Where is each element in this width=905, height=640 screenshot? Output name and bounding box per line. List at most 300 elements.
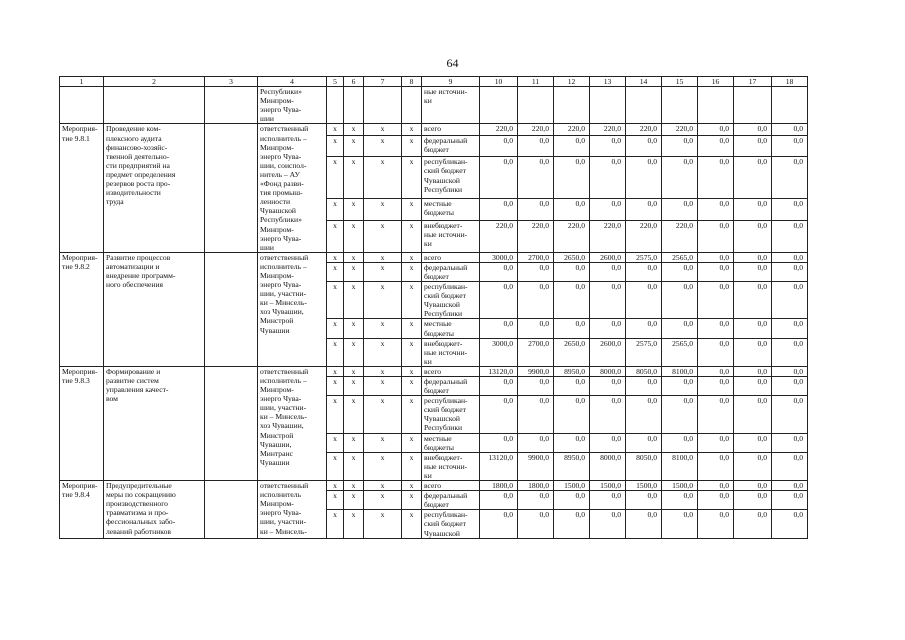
value-cell: 0,0 [772, 262, 808, 281]
continuation-row [60, 87, 808, 124]
value-cell: 0,0 [734, 262, 772, 281]
funding-source-cell: республикан- ский бюджет Чувашской Республики [422, 282, 480, 319]
mark-cell: х [364, 135, 402, 157]
value-cell: 0,0 [662, 319, 698, 338]
mark-cell: х [344, 396, 364, 433]
activity-id-cell: Мероприя- тие 9.8.4 [60, 481, 104, 539]
value-cell: 0,0 [772, 220, 808, 252]
mark-cell: х [327, 220, 344, 252]
value-cell: 2700,0 [518, 252, 554, 262]
column-3-cell [205, 124, 258, 252]
value-cell: 0,0 [480, 491, 518, 510]
mark-cell [344, 87, 364, 124]
value-cell: 0,0 [590, 135, 626, 157]
page-number: 64 [446, 56, 459, 70]
column-number: 6 [344, 77, 364, 87]
value-cell: 9900,0 [518, 366, 554, 376]
value-cell: 0,0 [698, 510, 734, 538]
value-cell: 0,0 [554, 510, 590, 538]
value-cell: 0,0 [698, 124, 734, 135]
value-cell: 3000,0 [480, 252, 518, 262]
value-cell: 0,0 [662, 199, 698, 221]
value-cell: 0,0 [518, 319, 554, 338]
value-cell: 0,0 [698, 366, 734, 376]
value-cell: 1800,0 [518, 481, 554, 491]
mark-cell: х [402, 319, 422, 338]
value-cell: 0,0 [554, 262, 590, 281]
mark-cell: х [364, 199, 402, 221]
column-number: 14 [626, 77, 662, 87]
value-cell: 0,0 [480, 282, 518, 319]
value-cell: 220,0 [662, 220, 698, 252]
value-cell: 0,0 [518, 135, 554, 157]
value-cell: 2565,0 [662, 338, 698, 366]
value-cell: 0,0 [734, 510, 772, 538]
value-cell: 0,0 [626, 433, 662, 452]
value-cell: 0,0 [662, 396, 698, 433]
value-cell: 2575,0 [626, 338, 662, 366]
value-cell: 0,0 [480, 135, 518, 157]
value-cell: 8050,0 [626, 366, 662, 376]
value-cell: 0,0 [734, 252, 772, 262]
value-cell: 0,0 [662, 135, 698, 157]
value-cell: 0,0 [698, 481, 734, 491]
mark-cell: х [402, 481, 422, 491]
mark-cell [402, 87, 422, 124]
mark-cell: х [344, 319, 364, 338]
value-cell: 0,0 [662, 262, 698, 281]
value-cell: 0,0 [698, 157, 734, 199]
value-cell: 0,0 [772, 135, 808, 157]
column-3-cell [205, 481, 258, 539]
value-cell [772, 87, 808, 124]
value-cell: 0,0 [698, 452, 734, 480]
value-cell: 220,0 [626, 124, 662, 135]
mark-cell: х [364, 396, 402, 433]
column-number: 15 [662, 77, 698, 87]
value-cell: 0,0 [772, 124, 808, 135]
value-cell: 0,0 [662, 377, 698, 396]
value-cell: 0,0 [518, 377, 554, 396]
value-cell: 0,0 [518, 433, 554, 452]
value-cell: 0,0 [734, 377, 772, 396]
value-cell: 0,0 [734, 319, 772, 338]
column-number: 11 [518, 77, 554, 87]
funding-source-cell: местные бюджеты [422, 433, 480, 452]
mark-cell: х [344, 433, 364, 452]
mark-cell: х [364, 319, 402, 338]
funding-source-cell: местные бюджеты [422, 319, 480, 338]
executor-cell: ответственный исполнитель – Минпром- энерго Чува- шии, соиспол- нитель – АУ «Фонд разви- тия промыш- ленности Чувашской Республики» Минпром- энерго Чува- шии [258, 124, 327, 252]
value-cell: 0,0 [626, 377, 662, 396]
value-cell: 0,0 [698, 491, 734, 510]
value-cell: 0,0 [626, 319, 662, 338]
column-number: 2 [104, 77, 205, 87]
value-cell: 8950,0 [554, 452, 590, 480]
mark-cell: х [327, 282, 344, 319]
mark-cell: х [344, 452, 364, 480]
value-cell: 0,0 [698, 220, 734, 252]
value-cell: 0,0 [626, 510, 662, 538]
value-cell: 8950,0 [554, 366, 590, 376]
mark-cell: х [327, 491, 344, 510]
value-cell: 0,0 [626, 157, 662, 199]
mark-cell: х [364, 377, 402, 396]
mark-cell: х [327, 433, 344, 452]
value-cell: 0,0 [590, 282, 626, 319]
value-cell: 220,0 [554, 220, 590, 252]
column-3-cell [205, 366, 258, 480]
column-3-cell [205, 252, 258, 366]
value-cell: 220,0 [518, 124, 554, 135]
mark-cell: х [344, 252, 364, 262]
value-cell: 0,0 [480, 157, 518, 199]
value-cell: 0,0 [698, 282, 734, 319]
funding-source-cell: ные источни- ки [422, 87, 480, 124]
executor-cell: Республики» Минпром- энерго Чува- шии [258, 87, 327, 124]
value-cell: 0,0 [772, 481, 808, 491]
funding-source-cell: федеральный бюджет [422, 377, 480, 396]
value-cell: 0,0 [662, 510, 698, 538]
value-cell: 0,0 [590, 262, 626, 281]
funding-source-cell: всего [422, 366, 480, 376]
value-cell: 0,0 [698, 135, 734, 157]
funding-source-cell: всего [422, 124, 480, 135]
value-cell: 0,0 [590, 491, 626, 510]
value-cell [480, 87, 518, 124]
value-cell: 0,0 [662, 282, 698, 319]
column-number: 18 [772, 77, 808, 87]
mark-cell: х [344, 262, 364, 281]
executor-cell: ответственный исполнитель – Минпром- энерго Чува- шии, участни- ки – Минсель- хоз Чувашии, Минстрой Чувашии [258, 252, 327, 366]
value-cell: 0,0 [626, 262, 662, 281]
mark-cell: х [402, 377, 422, 396]
value-cell: 0,0 [662, 433, 698, 452]
mark-cell: х [364, 481, 402, 491]
mark-cell: х [327, 396, 344, 433]
activity-id-cell: Мероприя- тие 9.8.3 [60, 366, 104, 480]
value-cell: 220,0 [590, 124, 626, 135]
mark-cell: х [327, 157, 344, 199]
value-cell: 0,0 [734, 157, 772, 199]
mark-cell: х [344, 124, 364, 135]
executor-cell: ответственный исполнитель Минпром- энерго Чува- шии, участни- ки – Минсель- [258, 481, 327, 539]
value-cell: 0,0 [698, 319, 734, 338]
value-cell: 1800,0 [480, 481, 518, 491]
funding-source-cell: республикан- ский бюджет Чувашской Республики [422, 157, 480, 199]
mark-cell: х [344, 510, 364, 538]
value-cell: 0,0 [590, 510, 626, 538]
mark-cell: х [364, 124, 402, 135]
value-cell: 0,0 [518, 157, 554, 199]
mark-cell: х [364, 338, 402, 366]
value-cell: 220,0 [480, 220, 518, 252]
mark-cell: х [402, 433, 422, 452]
value-cell: 2700,0 [518, 338, 554, 366]
value-cell: 0,0 [772, 433, 808, 452]
value-cell [734, 87, 772, 124]
funding-source-cell: республикан- ский бюджет Чувашской [422, 510, 480, 538]
mark-cell: х [364, 510, 402, 538]
value-cell: 0,0 [662, 491, 698, 510]
value-cell: 0,0 [554, 319, 590, 338]
value-cell: 0,0 [480, 199, 518, 221]
value-cell: 0,0 [734, 396, 772, 433]
value-cell: 0,0 [698, 199, 734, 221]
value-cell: 220,0 [480, 124, 518, 135]
mark-cell: х [364, 491, 402, 510]
value-cell: 0,0 [518, 262, 554, 281]
mark-cell: х [402, 157, 422, 199]
value-cell: 0,0 [772, 452, 808, 480]
mark-cell: х [402, 510, 422, 538]
value-cell: 220,0 [554, 124, 590, 135]
mark-cell: х [344, 199, 364, 221]
mark-cell: х [344, 481, 364, 491]
mark-cell [327, 87, 344, 124]
executor-cell: ответственный исполнитель – Минпром- энерго Чува- шии, участни- ки – Минсель- хоз Чувашии, Минстрой Чувашии, Минтранс Чувашии [258, 366, 327, 480]
value-cell: 0,0 [554, 157, 590, 199]
value-cell: 1500,0 [662, 481, 698, 491]
value-cell: 0,0 [734, 135, 772, 157]
mark-cell: х [402, 491, 422, 510]
mark-cell: х [364, 282, 402, 319]
mark-cell: х [344, 491, 364, 510]
value-cell: 0,0 [554, 433, 590, 452]
column-number: 17 [734, 77, 772, 87]
value-cell: 0,0 [698, 396, 734, 433]
funding-source-cell: всего [422, 252, 480, 262]
mark-cell: х [364, 157, 402, 199]
column-number: 5 [327, 77, 344, 87]
activity-title-cell [104, 87, 205, 124]
value-cell: 0,0 [734, 481, 772, 491]
mark-cell: х [327, 252, 344, 262]
activity-title-cell: Развитие процессов автоматизации и внедрение программ- ного обеспечения [104, 252, 205, 366]
mark-cell: х [402, 135, 422, 157]
value-cell [626, 87, 662, 124]
activity-id-cell: Мероприя- тие 9.8.2 [60, 252, 104, 366]
value-cell: 0,0 [772, 338, 808, 366]
value-cell: 0,0 [626, 135, 662, 157]
value-cell: 13120,0 [480, 366, 518, 376]
column-number: 16 [698, 77, 734, 87]
value-cell: 220,0 [662, 124, 698, 135]
value-cell: 0,0 [590, 319, 626, 338]
mark-cell: х [344, 135, 364, 157]
value-cell: 0,0 [518, 491, 554, 510]
column-number-row [60, 77, 808, 87]
value-cell: 0,0 [480, 510, 518, 538]
value-cell: 2600,0 [590, 338, 626, 366]
mark-cell: х [402, 220, 422, 252]
mark-cell: х [402, 262, 422, 281]
value-cell: 0,0 [554, 199, 590, 221]
mark-cell: х [327, 199, 344, 221]
value-cell: 13120,0 [480, 452, 518, 480]
mark-cell: х [327, 124, 344, 135]
value-cell: 0,0 [772, 252, 808, 262]
value-cell: 0,0 [626, 396, 662, 433]
value-cell: 0,0 [590, 433, 626, 452]
value-cell: 0,0 [590, 396, 626, 433]
value-cell: 0,0 [480, 433, 518, 452]
mark-cell: х [402, 252, 422, 262]
mark-cell: х [364, 220, 402, 252]
value-cell: 2575,0 [626, 252, 662, 262]
value-cell: 0,0 [554, 396, 590, 433]
value-cell: 0,0 [698, 252, 734, 262]
funding-source-cell: всего [422, 481, 480, 491]
value-cell [662, 87, 698, 124]
value-cell: 0,0 [480, 319, 518, 338]
value-cell: 0,0 [772, 491, 808, 510]
column-number: 7 [364, 77, 402, 87]
funding-source-cell: внебюджет- ные источни- ки [422, 338, 480, 366]
mark-cell: х [344, 377, 364, 396]
mark-cell: х [402, 396, 422, 433]
mark-cell: х [344, 157, 364, 199]
value-cell: 1500,0 [590, 481, 626, 491]
value-cell: 0,0 [698, 377, 734, 396]
value-cell: 0,0 [734, 220, 772, 252]
value-cell: 0,0 [590, 157, 626, 199]
value-cell: 0,0 [698, 262, 734, 281]
mark-cell: х [402, 366, 422, 376]
funding-source-cell: федеральный бюджет [422, 135, 480, 157]
mark-cell: х [327, 135, 344, 157]
value-cell: 0,0 [590, 199, 626, 221]
value-cell: 1500,0 [626, 481, 662, 491]
value-cell: 8000,0 [590, 452, 626, 480]
funding-source-cell: внебюджет- ные источни- ки [422, 220, 480, 252]
mark-cell: х [327, 510, 344, 538]
mark-cell: х [402, 282, 422, 319]
value-cell: 0,0 [480, 377, 518, 396]
value-cell: 220,0 [626, 220, 662, 252]
value-cell [590, 87, 626, 124]
value-cell: 0,0 [772, 377, 808, 396]
table-row [60, 124, 808, 135]
value-cell: 0,0 [772, 282, 808, 319]
table-row [60, 366, 808, 376]
mark-cell: х [344, 282, 364, 319]
value-cell: 8100,0 [662, 452, 698, 480]
table-row [60, 252, 808, 262]
value-cell: 0,0 [698, 433, 734, 452]
mark-cell: х [364, 433, 402, 452]
value-cell: 0,0 [772, 396, 808, 433]
value-cell: 9900,0 [518, 452, 554, 480]
mark-cell: х [344, 220, 364, 252]
value-cell: 2650,0 [554, 252, 590, 262]
value-cell: 0,0 [480, 396, 518, 433]
value-cell: 0,0 [734, 452, 772, 480]
value-cell: 0,0 [698, 338, 734, 366]
mark-cell: х [327, 481, 344, 491]
value-cell: 220,0 [518, 220, 554, 252]
activity-id-cell [60, 87, 104, 124]
column-number: 3 [205, 77, 258, 87]
funding-source-cell: местные бюджеты [422, 199, 480, 221]
column-number: 12 [554, 77, 590, 87]
column-number: 10 [480, 77, 518, 87]
mark-cell: х [364, 252, 402, 262]
column-3-cell [205, 87, 258, 124]
column-number: 4 [258, 77, 327, 87]
value-cell: 0,0 [734, 433, 772, 452]
value-cell: 0,0 [590, 377, 626, 396]
mark-cell: х [364, 366, 402, 376]
value-cell: 0,0 [626, 491, 662, 510]
table-row [60, 481, 808, 491]
value-cell: 0,0 [734, 366, 772, 376]
mark-cell: х [402, 199, 422, 221]
value-cell: 0,0 [554, 377, 590, 396]
mark-cell: х [327, 452, 344, 480]
value-cell: 0,0 [734, 199, 772, 221]
mark-cell: х [327, 319, 344, 338]
mark-cell: х [327, 377, 344, 396]
mark-cell: х [344, 366, 364, 376]
budget-table [59, 76, 808, 539]
value-cell: 0,0 [518, 396, 554, 433]
value-cell: 1500,0 [554, 481, 590, 491]
activity-title-cell: Предупредительные меры по сокращению производственного травматизма и про- фессиональных забо- леваний работников [104, 481, 205, 539]
mark-cell: х [344, 338, 364, 366]
column-number: 1 [60, 77, 104, 87]
value-cell: 0,0 [554, 135, 590, 157]
funding-source-cell: республикан- ский бюджет Чувашской Республики [422, 396, 480, 433]
value-cell: 0,0 [662, 157, 698, 199]
value-cell: 8050,0 [626, 452, 662, 480]
column-number: 9 [422, 77, 480, 87]
value-cell: 0,0 [772, 510, 808, 538]
value-cell: 8000,0 [590, 366, 626, 376]
value-cell: 0,0 [734, 491, 772, 510]
value-cell: 220,0 [590, 220, 626, 252]
value-cell: 8100,0 [662, 366, 698, 376]
value-cell: 2650,0 [554, 338, 590, 366]
mark-cell: х [402, 452, 422, 480]
column-number: 13 [590, 77, 626, 87]
column-number: 8 [402, 77, 422, 87]
value-cell: 0,0 [734, 124, 772, 135]
value-cell: 0,0 [772, 199, 808, 221]
value-cell: 0,0 [518, 282, 554, 319]
value-cell: 0,0 [626, 282, 662, 319]
value-cell: 0,0 [734, 282, 772, 319]
value-cell: 0,0 [554, 491, 590, 510]
mark-cell: х [327, 262, 344, 281]
value-cell: 0,0 [734, 338, 772, 366]
mark-cell [364, 87, 402, 124]
mark-cell: х [402, 338, 422, 366]
value-cell: 0,0 [772, 319, 808, 338]
mark-cell: х [364, 452, 402, 480]
value-cell: 0,0 [772, 157, 808, 199]
funding-source-cell: внебюджет- ные источни- ки [422, 452, 480, 480]
value-cell: 0,0 [518, 199, 554, 221]
funding-source-cell: федеральный бюджет [422, 491, 480, 510]
activity-id-cell: Мероприя- тие 9.8.1 [60, 124, 104, 252]
value-cell [518, 87, 554, 124]
value-cell: 3000,0 [480, 338, 518, 366]
value-cell: 0,0 [772, 366, 808, 376]
mark-cell: х [327, 338, 344, 366]
value-cell: 0,0 [480, 262, 518, 281]
activity-title-cell: Формирование и развитие систем управления качест- вом [104, 366, 205, 480]
